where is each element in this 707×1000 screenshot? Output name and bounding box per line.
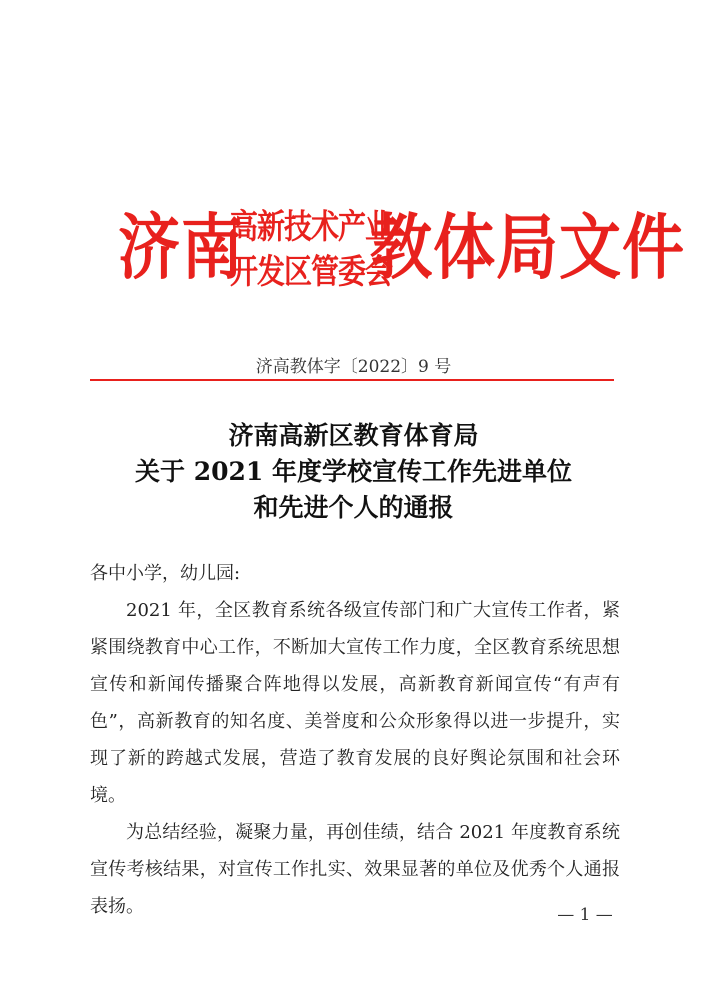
salutation: 各中小学，幼儿园:: [90, 563, 241, 584]
body-paragraph-1: 2021 年，全区教育系统各级宣传部门和广大宣传工作者，紧紧围绕教育中心工作，不断加大宣传工作力度，全区教育系统思想宣传和新闻传播聚合阵地得以发展，高新教育新闻宣传“有声有色”，高新教育的知名度、美誉度和公众形象得以进一步提升，实现了新的跨越式发展，营造了教育发展的良好舆论氛围和社会环境。: [90, 600, 620, 806]
masthead-middle-line1: 高新技术产业: [230, 206, 393, 247]
red-divider-line: [90, 379, 614, 381]
title-line-3: 和先进个人的通报: [253, 493, 454, 522]
document-number: 济高教体字〔2022〕9 号: [255, 357, 452, 377]
document-body: [90, 555, 620, 925]
masthead: [118, 198, 686, 308]
masthead-left-text: 济南: [118, 205, 245, 290]
body-paragraph-2: 为总结经验，凝聚力量，再创佳绩，结合 2021 年度教育系统宣传考核结果，对宣传工作扎实、效果显著的单位及优秀个人通报表扬。: [90, 822, 620, 917]
masthead-right-text: 教体局文件: [370, 205, 686, 290]
page-number: — 1 —: [557, 905, 613, 925]
document-title: [0, 418, 707, 526]
title-line-2: 关于 2021 年度学校宣传工作先进单位: [135, 457, 572, 486]
title-line-1: 济南高新区教育体育局: [228, 421, 479, 450]
masthead-middle-line2: 开发区管委会: [230, 252, 393, 292]
masthead-middle-stack: [230, 206, 393, 292]
